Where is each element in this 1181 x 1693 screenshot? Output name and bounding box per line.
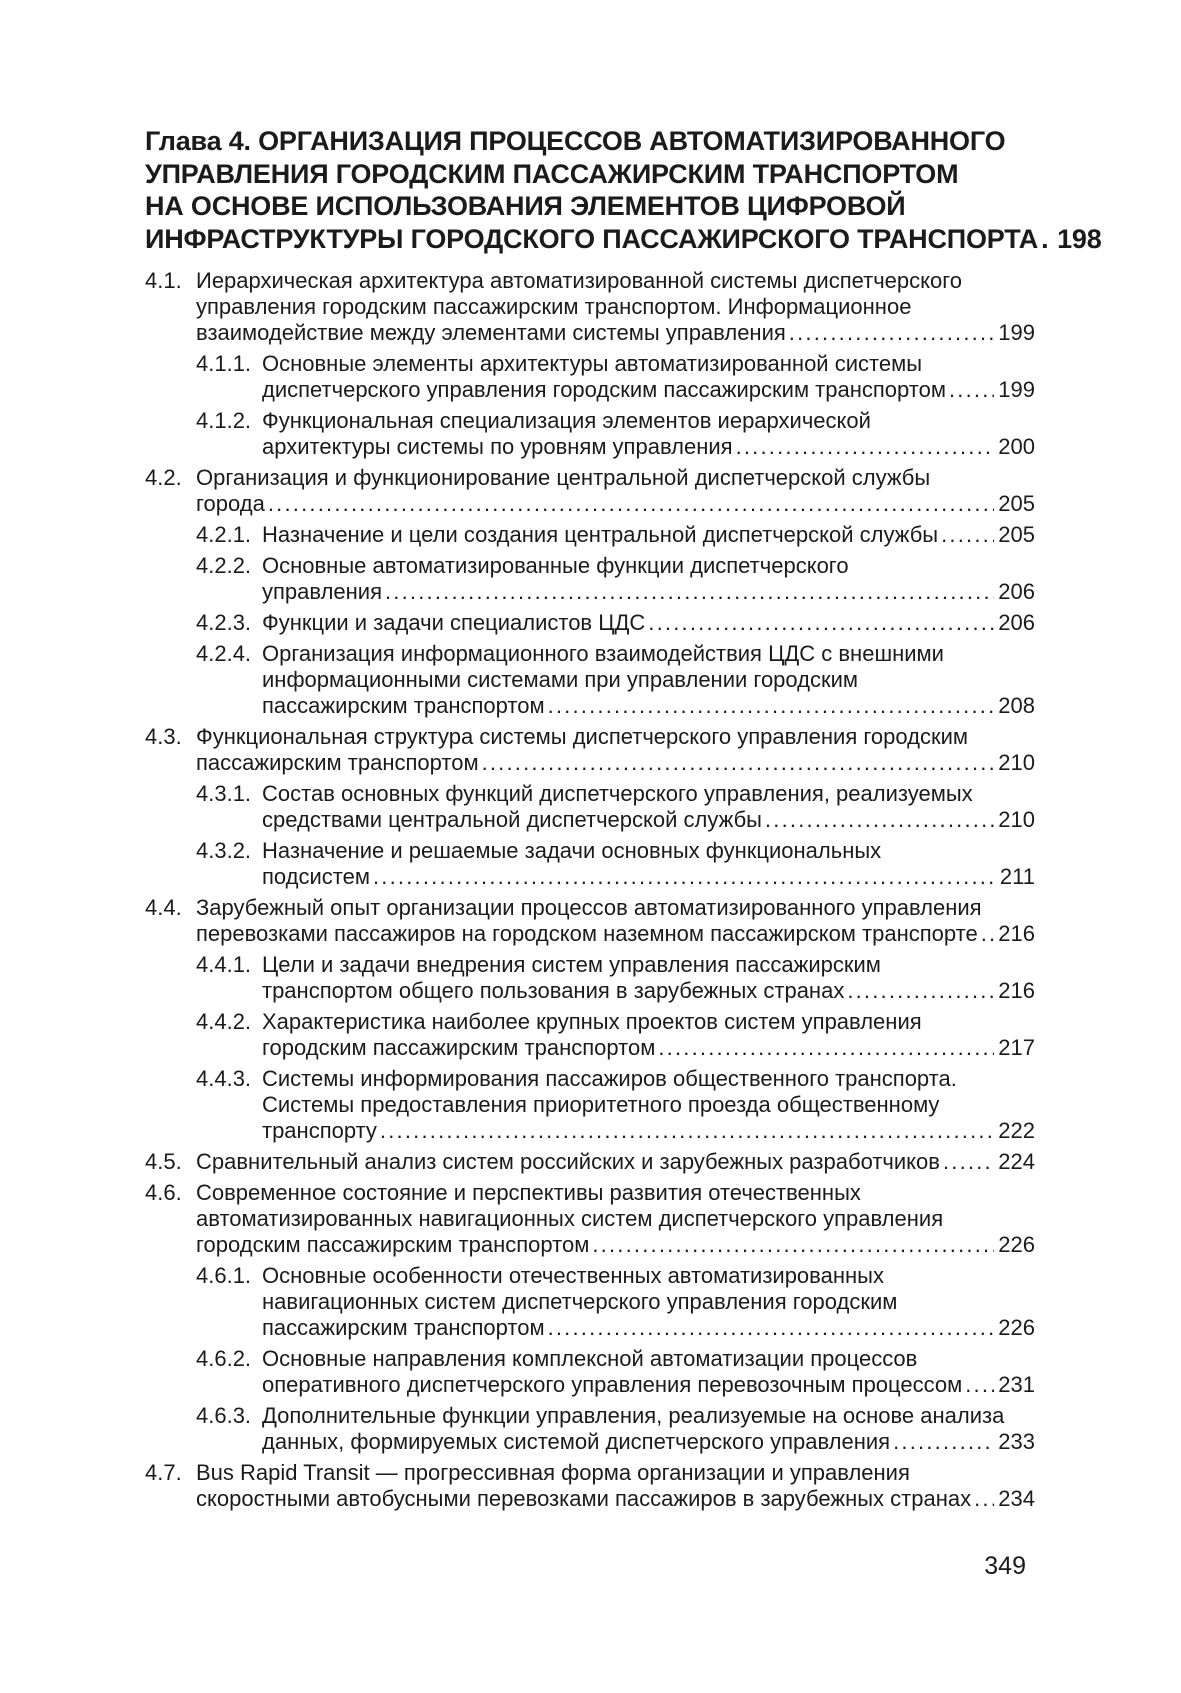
toc-entry-page: 226 (998, 1315, 1035, 1340)
toc-entry-number: 4.7. (145, 1460, 182, 1485)
toc-entry-line: Цели и задачи внедрения систем управления пассажирским (262, 952, 881, 977)
toc-entry-text: городским пассажирским транспортом (262, 1035, 656, 1060)
toc-entry-line: Назначение и решаемые задачи основных функциональных (262, 838, 882, 863)
dot-leader (949, 377, 994, 403)
toc-entry (145, 1149, 1035, 1175)
toc-entry-page: 226 (998, 1232, 1035, 1257)
toc-entry-line (262, 610, 1035, 636)
toc-entry-text: взаимодействие между элементами системы управления (196, 320, 786, 345)
toc-entry (145, 1403, 1035, 1455)
toc-entry (145, 465, 1035, 517)
toc-entry-text: подсистем (262, 864, 370, 889)
toc-entry (145, 553, 1035, 605)
dot-leader (548, 1315, 995, 1341)
toc-entry-page: 216 (998, 921, 1035, 946)
toc-entry-text: городским пассажирским транспортом (196, 1232, 590, 1257)
dot-leader (941, 522, 994, 548)
chapter-heading-line: УПРАВЛЕНИЯ ГОРОДСКИМ ПАССАЖИРСКИМ ТРАНСПОРТОМ (145, 158, 959, 189)
toc-entry-text: перевозками пассажиров на городском наземном пассажирском транспорте (196, 921, 978, 946)
toc-entry-line (262, 522, 1035, 548)
toc-entry-line: Дополнительные функции управления, реализуемые на основе анализа (262, 1403, 1005, 1428)
toc-entry-line: Bus Rapid Transit — прогрессивная форма организации и управления (196, 1460, 910, 1485)
toc-entry (145, 838, 1035, 890)
dot-leader (893, 1429, 994, 1455)
toc-entry-line: информационными системами при управлении городским (262, 667, 859, 692)
toc-entry-number: 4.2.2. (196, 553, 252, 578)
toc-entry-number: 4.6.1. (196, 1263, 252, 1288)
toc-entry-number: 4.3. (145, 724, 182, 749)
toc-entry (145, 351, 1035, 403)
toc-entry (145, 268, 1035, 346)
toc-entry-line: Основные особенности отечественных автоматизированных (262, 1263, 884, 1288)
toc-entry-number: 4.2. (145, 465, 182, 490)
toc-entry (145, 522, 1035, 548)
toc-entry (145, 1066, 1035, 1144)
dot-leader (974, 1486, 994, 1512)
toc-entry-line (262, 434, 1035, 460)
toc-entry-text: транспорту (262, 1118, 377, 1143)
toc-entry-number: 4.4.3. (196, 1066, 252, 1091)
dot-leader (482, 750, 995, 776)
toc-entry-line: Системы предоставления приоритетного проезда общественному (262, 1092, 940, 1117)
toc-entry-line (262, 1315, 1035, 1341)
toc-entry-line (262, 807, 1035, 833)
toc-entry (145, 1263, 1035, 1341)
toc-entry-text: средствами центральной диспетчерской службы (262, 807, 762, 832)
toc-entry-text: данных, формируемых системой диспетчерского управления (262, 1429, 891, 1454)
toc-entry-number: 4.1.2. (196, 408, 252, 433)
toc-entry-line: Иерархическая архитектура автоматизированной системы диспетчерского (196, 268, 963, 293)
toc-entry-number: 4.3.2. (196, 838, 252, 863)
toc-entry-line: Организация и функционирование центральной диспетчерской службы (196, 465, 931, 490)
toc-entry (145, 895, 1035, 947)
toc-entry-line (262, 864, 1035, 890)
dot-leader (943, 1149, 994, 1175)
toc-entry-line (262, 1429, 1035, 1455)
toc-entry-text: архитектуры системы по уровням управления (262, 434, 733, 459)
toc-entry (145, 1346, 1035, 1398)
toc-entry-page: 234 (998, 1486, 1035, 1511)
toc-entry-text: пассажирским транспортом (196, 750, 479, 775)
chapter-heading-line: Глава 4. ОРГАНИЗАЦИЯ ПРОЦЕССОВ АВТОМАТИЗИРОВАННОГО (145, 126, 1006, 156)
toc-entry-page: 206 (998, 579, 1035, 604)
toc-entry-number: 4.4. (145, 895, 182, 920)
toc-entry-number: 4.4.1. (196, 952, 252, 977)
toc-entry-line (262, 377, 1035, 403)
toc-entry-text: диспетчерского управления городским пассажирским транспортом (262, 377, 946, 402)
toc-entry-line: Основные направления комплексной автоматизации процессов (262, 1346, 918, 1371)
toc-entry-page: 199 (998, 377, 1035, 402)
toc-entry-text: Функции и задачи специалистов ЦДС (262, 610, 646, 635)
toc-entry-line: Основные автоматизированные функции диспетчерского (262, 553, 849, 578)
toc-entry-text: транспортом общего пользования в зарубежных странах (262, 978, 845, 1003)
toc-entry-number: 4.4.2. (196, 1009, 252, 1034)
page-footer (984, 1552, 1026, 1581)
toc-entry (145, 781, 1035, 833)
dot-leader (789, 320, 995, 346)
toc-entry-line: Характеристика наиболее крупных проектов систем управления (262, 1009, 922, 1034)
toc-entry-line: Системы информирования пассажиров общественного транспорта. (262, 1066, 957, 1091)
toc-entry-line: Состав основных функций диспетчерского управления, реализуемых (262, 781, 973, 806)
toc-entry-number: 4.5. (145, 1149, 182, 1174)
toc-entry-page: 208 (998, 693, 1035, 718)
dot-leader (765, 807, 994, 833)
toc-entry-line (196, 320, 1035, 346)
toc-entry-line: Основные элементы архитектуры автоматизированной системы (262, 351, 922, 376)
toc-entry-text: пассажирским транспортом (262, 1315, 545, 1340)
toc-entry-line: Современное состояние и перспективы развития отечественных (196, 1180, 861, 1205)
chapter-heading-line (145, 223, 1102, 256)
toc-entry-number: 4.2.1. (196, 522, 252, 547)
toc-entry-number: 4.3.1. (196, 781, 252, 806)
toc-entry-line: Функциональная структура системы диспетчерского управления городским (196, 724, 969, 749)
toc-entry-page: 222 (998, 1118, 1035, 1143)
toc-entry-page: 216 (998, 978, 1035, 1003)
toc-entry-page: 217 (998, 1035, 1035, 1060)
dot-leader (648, 610, 994, 636)
toc-entry-page: 210 (998, 750, 1035, 775)
toc-entry-line (262, 693, 1035, 719)
toc-entry-number: 4.1. (145, 268, 182, 293)
toc-entry-page: 210 (998, 807, 1035, 832)
toc-entry-line: управления городским пассажирским транспортом. Информационное (196, 294, 912, 319)
toc-entry-number: 4.6. (145, 1180, 182, 1205)
toc-entry-text: скоростными автобусными перевозками пассажиров в зарубежных странах (196, 1486, 972, 1511)
toc-entry-text: города (196, 491, 265, 516)
dot-leader (847, 978, 994, 1004)
dot-leader (380, 1118, 994, 1144)
dot-leader (965, 1372, 994, 1398)
toc-entry-line (196, 1486, 1035, 1512)
toc-entry (145, 408, 1035, 460)
dot-leader (548, 693, 995, 719)
toc-entry-line (196, 1232, 1035, 1258)
toc-entry (145, 724, 1035, 776)
toc-entry-page: 200 (998, 434, 1035, 459)
toc-entry-number: 4.2.3. (196, 610, 252, 635)
toc-entry-text: Назначение и цели создания центральной диспетчерской службы (262, 522, 939, 547)
toc-entry-line (262, 978, 1035, 1004)
toc-entry-line (262, 1372, 1035, 1398)
chapter-heading-text: ИНФРАСТРУКТУРЫ ГОРОДСКОГО ПАССАЖИРСКОГО ТРАНСПОРТА (145, 223, 1039, 254)
toc-entry-page: 206 (998, 610, 1035, 635)
toc-entry-page: 205 (998, 522, 1035, 547)
dot-leader (981, 921, 995, 947)
toc-entry-line (196, 1149, 1035, 1175)
toc-entry (145, 1009, 1035, 1061)
toc-entry-line (196, 750, 1035, 776)
toc-entry-line: Зарубежный опыт организации процессов автоматизированного управления (196, 895, 982, 920)
toc-entry-line (262, 1035, 1035, 1061)
toc-entry-number: 4.6.3. (196, 1403, 252, 1428)
toc-entry-page: 199 (998, 320, 1035, 345)
toc-entry (145, 952, 1035, 1004)
dot-leader (1041, 223, 1053, 256)
dot-leader (658, 1035, 994, 1061)
dot-leader (736, 434, 995, 460)
chapter-heading (145, 125, 1102, 255)
dot-leader (268, 491, 994, 517)
toc-entry-line: автоматизированных навигационных систем диспетчерского управления (196, 1206, 944, 1231)
toc-entry-number: 4.1.1. (196, 351, 252, 376)
toc-entry-line: навигационных систем диспетчерского управления городским (262, 1289, 898, 1314)
toc-entry-page: 205 (998, 491, 1035, 516)
page-number: 349 (984, 1552, 1026, 1580)
dot-leader (373, 864, 996, 890)
dot-leader (385, 579, 994, 605)
toc-entry-number: 4.2.4. (196, 641, 252, 666)
toc-entry-line (196, 491, 1035, 517)
toc-entry (145, 641, 1035, 719)
toc-entry-line (196, 921, 1035, 947)
toc-entry-page: 233 (998, 1429, 1035, 1454)
toc-entry (145, 1180, 1035, 1258)
toc-entry (145, 610, 1035, 636)
toc-entry-text: управления (262, 579, 382, 604)
toc-entry (145, 1460, 1035, 1512)
toc-entry-line: Организация информационного взаимодействия ЦДС с внешними (262, 641, 944, 666)
toc-entry-line (262, 1118, 1035, 1144)
toc-entry-number: 4.6.2. (196, 1346, 252, 1371)
toc-list (145, 268, 1035, 1512)
chapter-heading-line: НА ОСНОВЕ ИСПОЛЬЗОВАНИЯ ЭЛЕМЕНТОВ ЦИФРОВОЙ (145, 191, 906, 221)
toc-entry-text: пассажирским транспортом (262, 693, 545, 718)
toc-entry-line: Функциональная специализация элементов иерархической (262, 408, 871, 433)
toc-entry-text: оперативного диспетчерского управления перевозочным процессом (262, 1372, 963, 1397)
toc-entry-text: Сравнительный анализ систем российских и зарубежных разработчиков (196, 1149, 940, 1174)
toc-entry-page: 224 (998, 1149, 1035, 1174)
chapter-page-number: 198 (1057, 223, 1102, 254)
dot-leader (592, 1232, 994, 1258)
toc-entry-page: 231 (998, 1372, 1035, 1397)
toc-entry-page: 211 (999, 864, 1035, 889)
toc-entry-line (262, 579, 1035, 605)
